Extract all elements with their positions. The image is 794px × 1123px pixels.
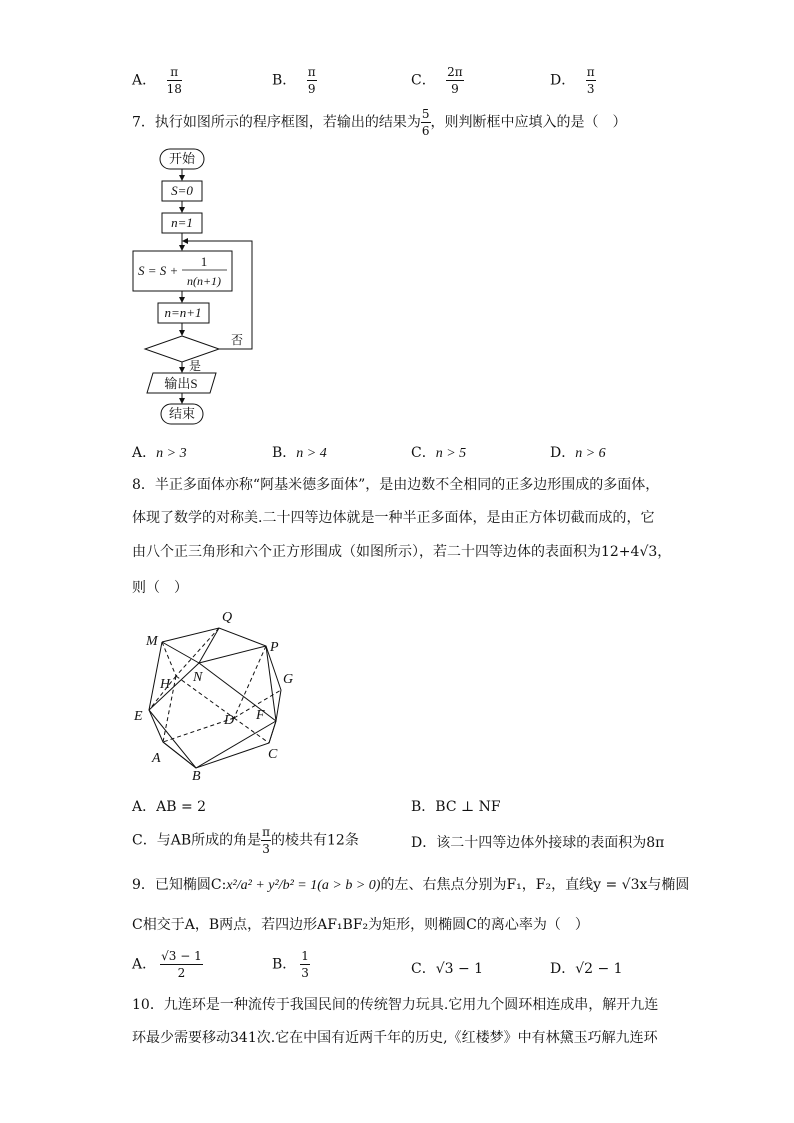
q8-option-c-text: C．与AB所成的角是 bbox=[132, 832, 262, 849]
q7-stem-text: 7．执行如图所示的程序框图，若输出的结果为 bbox=[132, 114, 421, 131]
option-label: B． bbox=[272, 956, 297, 973]
vertex-label-d: D bbox=[224, 713, 235, 728]
edge-ab bbox=[163, 742, 196, 768]
flow-sum-left: S = S + bbox=[138, 263, 179, 278]
vertex-label-n: N bbox=[193, 670, 203, 685]
vertex-label-q: Q bbox=[222, 610, 233, 625]
q8-option-b: B．BC ⊥ NF bbox=[411, 799, 501, 815]
edge-pf bbox=[266, 646, 276, 721]
q7-fraction-denominator: 6 bbox=[421, 124, 430, 138]
option-value: n > 4 bbox=[296, 446, 327, 461]
vertex-label-f: F bbox=[256, 708, 265, 723]
q8-option-c-denominator: 3 bbox=[262, 842, 270, 856]
q9-option-b-numerator: 1 bbox=[301, 949, 309, 963]
q7-option-b bbox=[272, 442, 327, 462]
option-d-numerator: π bbox=[586, 65, 595, 79]
q6-option-d bbox=[550, 66, 596, 95]
q9-option-a-denominator: 2 bbox=[177, 966, 186, 980]
q7-option-c bbox=[411, 442, 466, 462]
q7-option-a bbox=[132, 442, 187, 462]
flow-increment-label: n=n+1 bbox=[164, 305, 202, 320]
q7-fraction-numerator: 5 bbox=[421, 107, 430, 121]
q8-option-a: A．AB = 2 bbox=[132, 799, 207, 815]
option-a-denominator: 18 bbox=[166, 82, 182, 96]
vertex-label-e: E bbox=[134, 709, 143, 724]
edge-mh bbox=[162, 642, 176, 676]
flow-no-label: 否 bbox=[231, 333, 244, 347]
flow-output-label: 输出S bbox=[164, 376, 198, 391]
option-label: D． bbox=[550, 72, 576, 89]
option-label: A． bbox=[132, 956, 157, 973]
option-b-denominator: 9 bbox=[307, 82, 316, 96]
q8-option-c-numerator: π bbox=[262, 825, 271, 839]
q9-option-d: D．√2 − 1 bbox=[550, 961, 623, 977]
flowchart bbox=[125, 140, 275, 435]
option-label: A． bbox=[132, 445, 157, 461]
flow-yes-label: 是 bbox=[189, 359, 202, 373]
vertex-label-a: A bbox=[152, 751, 161, 766]
vertex-label-h: H bbox=[160, 677, 171, 692]
q9-option-a-numerator: √3 − 1 bbox=[161, 949, 202, 963]
q9-stem-text: 9．已知椭圆C: bbox=[132, 877, 227, 893]
q9-line-2: C相交于A，B两点，若四边形AF₁BF₂为矩形，则椭圆C的离心率为（ ） bbox=[132, 917, 589, 933]
q9-stem-middle: 的左、右焦点分别为F₁，F₂，直线y = √3x与椭圆 bbox=[380, 877, 690, 893]
flow-n1-label: n=1 bbox=[171, 215, 193, 230]
q6-option-c bbox=[411, 66, 464, 95]
option-value: n > 3 bbox=[156, 446, 187, 461]
q7-stem-tail: ，则判断框中应填入的是（ ） bbox=[430, 114, 627, 131]
option-label: D． bbox=[550, 445, 576, 461]
flow-end-label: 结束 bbox=[168, 406, 196, 421]
option-label: C． bbox=[411, 445, 436, 461]
vertex-label-g: G bbox=[283, 672, 294, 687]
option-label: C． bbox=[411, 72, 436, 89]
q8-line-2: 体现了数学的对称美.二十四等边体就是一种半正多面体，是由正方体切截而成的，它 bbox=[132, 510, 655, 526]
option-label: B． bbox=[272, 72, 297, 89]
question-7-stem bbox=[132, 108, 627, 137]
q9-option-c: C．√3 − 1 bbox=[411, 961, 484, 977]
option-label: B． bbox=[272, 445, 297, 461]
q8-line-1: 8．半正多面体亦称“阿基米德多面体”，是由边数不全相同的正多边形围成的多面体， bbox=[132, 477, 660, 493]
option-label: A． bbox=[132, 72, 157, 89]
vertex-label-b: B bbox=[192, 769, 201, 784]
flow-start-label: 开始 bbox=[168, 151, 196, 166]
q10-line-1: 10．九连环是一种流传于我国民间的传统智力玩具.它用九个圆环相连成串，解开九连 bbox=[132, 997, 659, 1013]
edge-np bbox=[199, 646, 266, 663]
option-c-numerator: 2π bbox=[447, 65, 463, 79]
q9-option-a bbox=[132, 950, 203, 979]
option-value: n > 6 bbox=[575, 446, 606, 461]
option-d-denominator: 3 bbox=[586, 82, 595, 96]
option-b-numerator: π bbox=[307, 65, 316, 79]
vertex-label-m: M bbox=[146, 634, 158, 649]
q8-option-d: D．该二十四等边体外接球的表面积为8π bbox=[411, 835, 665, 851]
q6-option-a bbox=[132, 66, 182, 95]
q7-option-d bbox=[550, 442, 606, 462]
flow-s0-label: S=0 bbox=[171, 183, 193, 198]
q9-option-b-denominator: 3 bbox=[301, 966, 309, 980]
q8-line-3: 由八个正三角形和六个正方形围成（如图所示），若二十四等边体的表面积为12+4√3， bbox=[132, 544, 672, 560]
flow-decision-diamond bbox=[145, 336, 219, 362]
flow-sum-numerator: 1 bbox=[200, 254, 208, 269]
edge-qh bbox=[176, 628, 219, 676]
q8-option-c bbox=[132, 826, 359, 855]
q10-line-2: 环最少需要移动341次.它在中国有近两千年的历史,《红楼梦》中有林黛玉巧解九连环 bbox=[132, 1030, 658, 1046]
q8-option-c-tail: 的棱共有12条 bbox=[271, 832, 359, 849]
vertex-label-c: C bbox=[268, 747, 278, 762]
option-value: n > 5 bbox=[435, 446, 467, 461]
polyhedron-figure bbox=[130, 600, 300, 790]
option-a-numerator: π bbox=[167, 66, 182, 81]
q9-ellipse-equation: x²/a² + y²/b² = 1(a > b > 0) bbox=[226, 878, 381, 893]
q6-option-b bbox=[272, 66, 317, 95]
option-c-denominator: 9 bbox=[451, 82, 459, 96]
vertex-label-p: P bbox=[270, 640, 279, 655]
q9-line-1 bbox=[132, 874, 689, 894]
edge-mn bbox=[162, 642, 199, 663]
q9-option-b bbox=[272, 950, 310, 979]
edge-qn bbox=[199, 628, 219, 663]
q8-line-4: 则（ ） bbox=[132, 580, 188, 596]
flow-sum-denominator: n(n+1) bbox=[186, 274, 222, 288]
